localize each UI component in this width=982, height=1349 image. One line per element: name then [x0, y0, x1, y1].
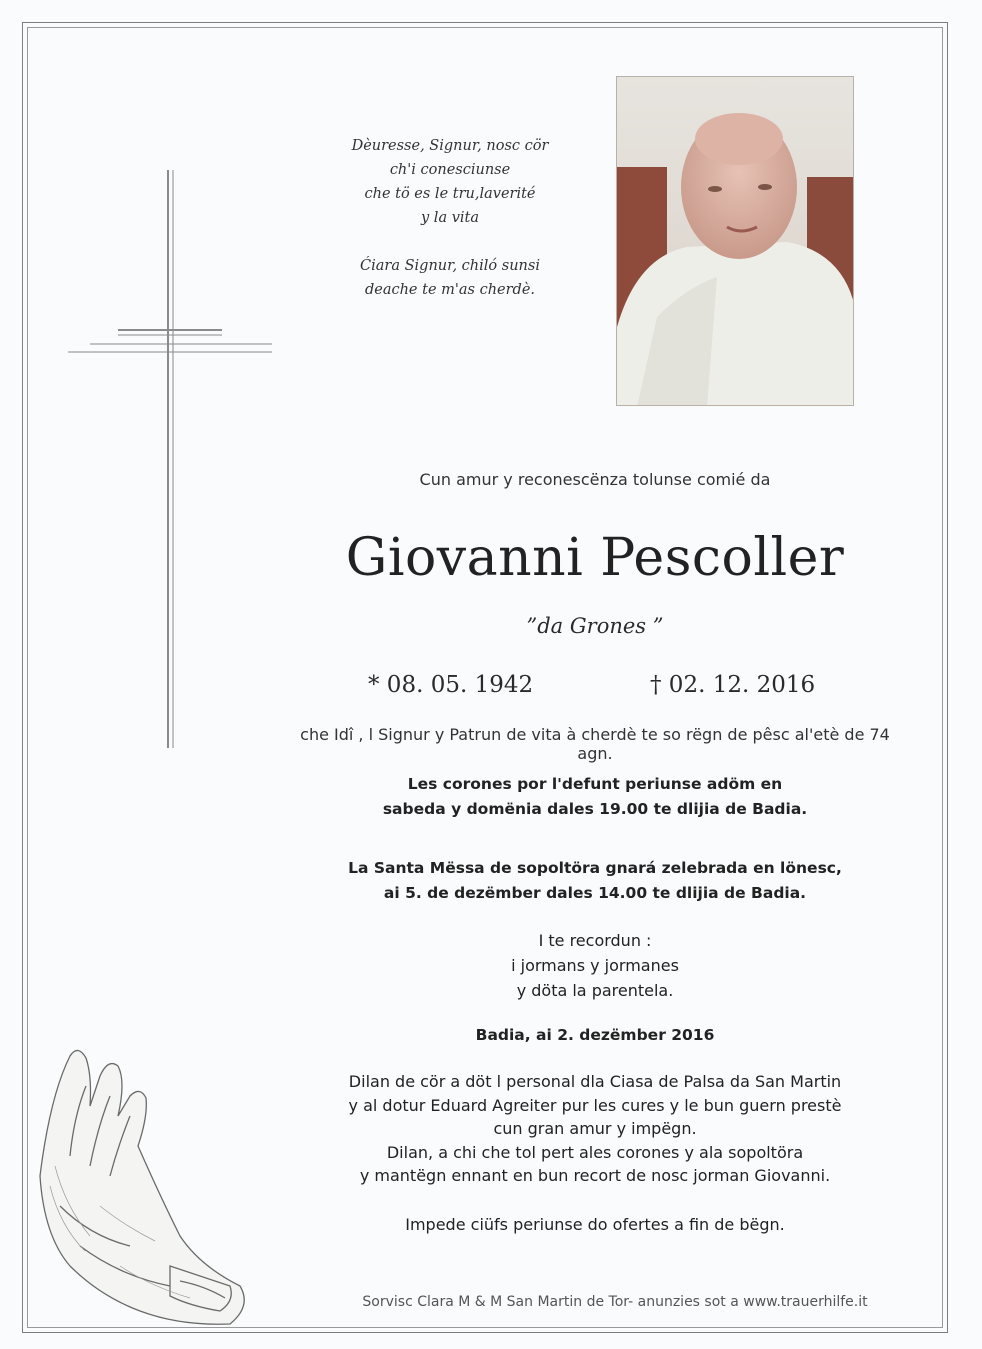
nickname: ”da Grones ” — [526, 614, 664, 638]
poem-line: Ćiara Signur, chiló sunsi — [360, 258, 540, 274]
poem-line: y la vita — [421, 210, 479, 226]
donation-text: Impede ciüfs periunse do ofertes a fin de bëgn. — [405, 1215, 785, 1234]
mourners-line: y döta la parentela. — [516, 981, 674, 1000]
thanks-line: cun gran amur y impëgn. — [493, 1119, 697, 1138]
mass-notice — [290, 856, 900, 906]
cross-icon — [60, 160, 300, 760]
thanks-text — [290, 1070, 900, 1188]
poem-line: deache te m'as cherdè. — [364, 282, 536, 298]
portrait-photo — [616, 76, 854, 406]
mourners — [290, 928, 900, 1003]
intro-text: Cun amur y reconescënza tolunse comié da — [419, 470, 771, 489]
birth-date: * 08. 05. 1942 — [368, 672, 534, 698]
death-date: † 02. 12. 2016 — [650, 672, 816, 698]
poem-line: Dèuresse, Signur, nosc cör — [351, 138, 549, 154]
crowns-line: Les corones por l'defunt periunse adöm en — [407, 775, 783, 793]
thanks-line: Dilan de cör a döt l personal dla Ciasa de Palsa da San Martin — [348, 1072, 842, 1091]
poem — [300, 134, 600, 302]
poem-line: che tö es le tru,laverité — [364, 186, 536, 202]
place-date: Badia, ai 2. dezëmber 2016 — [475, 1026, 715, 1044]
crowns-notice — [290, 772, 900, 822]
thanks-line: y mantëgn ennant en bun recort de nosc jorman Giovanni. — [359, 1166, 831, 1185]
mourners-line: I te recordun : — [538, 931, 652, 950]
thanks-line: y al dotur Eduard Agreiter pur les cures y le bun guern prestè — [348, 1095, 842, 1115]
deceased-name: Giovanni Pescoller — [345, 528, 845, 588]
mass-line: La Santa Mëssa de sopoltöra gnará zelebrada en lönesc, — [348, 859, 842, 877]
poem-line: ch'i conesciunse — [389, 162, 511, 178]
death-sentence: che Idî , l Signur y Patrun de vita à cherdè te so rëgn de pêsc al'etè de 74 agn. — [300, 725, 890, 763]
thanks-line: Dilan, a chi che tol pert ales corones y ala sopoltöra — [386, 1142, 804, 1162]
mourners-line: i jormans y jormanes — [511, 956, 679, 975]
praying-hands-icon — [30, 1036, 255, 1328]
footer: Sorvisc Clara M & M San Martin de Tor- anunzies sot a www.trauerhilfe.it — [362, 1294, 868, 1310]
crowns-line: sabeda y domënia dales 19.00 te dlijia de Badia. — [382, 800, 808, 818]
mass-line: ai 5. de dezëmber dales 14.00 te dlijia de Badia. — [383, 884, 807, 902]
